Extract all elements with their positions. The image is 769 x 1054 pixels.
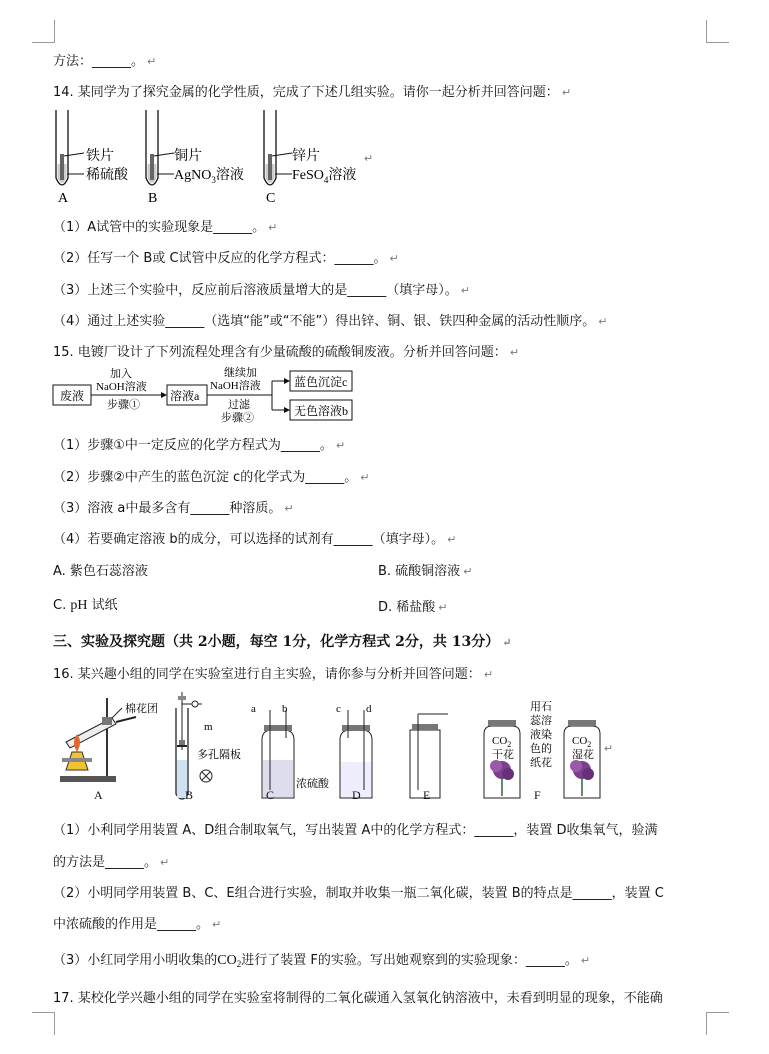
corner-mark-top-left (32, 20, 55, 43)
q16-item-3-post: 进行了装置 F的实验。写出她观察到的实验现象：______。 (241, 953, 578, 968)
q15-option-b-text: B. 硫酸铜溶液 (378, 564, 461, 579)
porous-plate-label: 多孔隔板 (197, 749, 241, 761)
paragraph-mark-icon: ↵ (483, 668, 494, 681)
conc-sulfuric-acid-label: 浓硫酸 (296, 778, 329, 790)
flow-blue-precipitate-label: 蓝色沉淀c (294, 375, 348, 389)
port-a-label: a (251, 703, 256, 715)
q16-stem-text: 16. 某兴趣小组的同学在实验室进行自主实验，请你参与分析并回答问题： (53, 667, 481, 682)
q15-item-4 (53, 528, 456, 547)
q14-stem (53, 81, 571, 100)
paragraph-mark-icon: ↵ (364, 153, 374, 165)
paragraph-mark-icon: ↵ (502, 636, 512, 649)
q15-item-4-text: （4）若要确定溶液 b的成分，可以选择的试剂有______（填字母）。 (53, 532, 445, 547)
flow-colorless-solution-label: 无色溶液b (294, 404, 349, 418)
q15-option-c-prefix: C. (53, 598, 71, 613)
flow-naoh1-label: NaOH溶液 (96, 381, 147, 393)
paragraph-mark-icon: ↵ (604, 743, 614, 755)
q15-item-3-text: （3）溶液 a中最多含有______种溶质。 (53, 501, 282, 516)
q15-stem (53, 341, 519, 360)
port-d-label: d (366, 703, 372, 715)
paragraph-mark-icon: ↵ (212, 918, 222, 931)
tube-a-solution-label: 稀硫酸 (86, 168, 128, 183)
paragraph-mark-icon: ↵ (561, 86, 572, 99)
answer-line-method (53, 50, 156, 69)
corner-mark-bottom-left (32, 1012, 55, 1035)
section-3-heading (53, 631, 511, 651)
tube-b-letter: B (148, 191, 158, 204)
q14-item-2-text: （2）任写一个 B或 C试管中反应的化学方程式：______。 (53, 251, 387, 266)
device-letter-b: B (185, 788, 194, 802)
q15-item-1 (53, 434, 345, 453)
q14-item-1-text: （1）A试管中的实验现象是______。 (53, 220, 266, 235)
litmus-note-line-5: 纸花 (530, 757, 552, 769)
cotton-label: 棉花团 (125, 703, 158, 715)
paragraph-mark-icon: ↵ (147, 55, 157, 68)
paragraph-mark-icon: ↵ (335, 439, 346, 452)
apparatus-c-icon (262, 710, 294, 798)
apparatus-b-icon (176, 692, 202, 799)
q15-item-2-text: （2）步骤②中产生的蓝色沉淀 c的化学式为______。 (53, 470, 358, 485)
paragraph-mark-icon: ↵ (438, 601, 448, 614)
tube-c-solution-label: FeSO$_4$溶液 (292, 168, 357, 185)
test-tube-c-icon (264, 110, 292, 185)
corner-mark-top-right (706, 20, 729, 43)
q15-option-c (53, 594, 118, 614)
q16-item-1-line-2-text: 的方法是______。 (53, 855, 158, 870)
tube-b-solution-label: AgNO$_3$溶液 (174, 168, 244, 185)
flow-step1-label: 步骤① (107, 399, 140, 411)
tube-c-metal-label: 锌片 (292, 149, 320, 164)
device-letter-d: D (352, 788, 361, 802)
wet-flower-label: 湿花 (572, 749, 594, 761)
flow-continue-add-label: 继续加 (224, 367, 257, 379)
tube-a-letter: A (58, 191, 69, 204)
q16-item-1-line-2 (53, 851, 169, 870)
device-letter-c: C (266, 788, 275, 802)
flow-filter-label: 过滤 (228, 399, 250, 411)
q16-item-2-line-1 (53, 882, 664, 901)
litmus-note-line-1: 用石 (530, 701, 552, 713)
q15-option-d (378, 596, 448, 615)
tube-a-metal-label: 铁片 (86, 149, 114, 164)
flow-add-label: 加入 (110, 368, 132, 380)
q15-option-d-text: D. 稀盐酸 (378, 600, 436, 615)
paragraph-mark-icon: ↵ (284, 502, 294, 515)
paragraph-mark-icon: ↵ (447, 533, 457, 546)
q15-item-1-text: （1）步骤①中一定反应的化学方程式为______。 (53, 438, 333, 453)
q15-option-a (53, 560, 148, 579)
q15-option-c-suffix: 试纸 (87, 598, 118, 613)
flow-step2-label: 步骤② (221, 412, 254, 424)
q15-flowchart (52, 366, 362, 424)
paragraph-mark-icon: ↵ (360, 471, 370, 484)
q14-item-3-text: （3）上述三个实验中，反应前后溶液质量增大的是______（填字母）。 (53, 283, 458, 298)
q17-stem-text: 17. 某校化学兴趣小组的同学在实验室将制得的二氧化碳通入氢氧化钠溶液中，未看到明显的现象，不能确 (53, 991, 663, 1006)
paragraph-mark-icon: ↵ (460, 284, 470, 297)
tube-c-letter: C (266, 191, 276, 204)
flow-solution-a-label: 溶液a (170, 389, 200, 403)
method-text: 方法：______。 (53, 54, 145, 69)
litmus-note-line-3: 液染 (530, 729, 552, 741)
paragraph-mark-icon: ↵ (389, 252, 399, 265)
co2-dry-label: $CO_2$ (492, 735, 512, 749)
device-letter-a: A (94, 788, 103, 802)
litmus-note-line-4: 色的 (530, 743, 552, 755)
port-b-label: b (282, 703, 288, 715)
q14-item-4 (53, 310, 607, 329)
q16-stem (53, 663, 493, 682)
paragraph-mark-icon: ↵ (160, 856, 170, 869)
port-c-label: c (336, 703, 341, 715)
corner-mark-bottom-right (706, 1012, 729, 1035)
m-label: m (204, 721, 213, 733)
device-letter-f: F (534, 788, 541, 802)
q14-item-1 (53, 216, 277, 235)
q14-test-tubes-figure (50, 108, 390, 204)
q15-stem-text: 15. 电镀厂设计了下列流程处理含有少量硫酸的硫酸铜废液。分析并回答问题： (53, 345, 507, 360)
paragraph-mark-icon: ↵ (598, 315, 608, 328)
q15-option-a-text: A. 紫色石蕊溶液 (53, 564, 148, 579)
paragraph-mark-icon: ↵ (509, 346, 520, 359)
flow-waste-label: 废液 (60, 389, 85, 403)
test-tube-b-icon (146, 110, 174, 185)
device-letter-e: E (423, 788, 431, 802)
section-3-heading-text: 三、实验及探究题（共 2小题，每空 1分，化学方程式 2分，共 13分） (53, 634, 500, 650)
paragraph-mark-icon: ↵ (463, 565, 473, 578)
tube-b-metal-label: 铜片 (174, 149, 202, 164)
q17-stem-line (53, 987, 663, 1006)
q16-item-1-line-1 (53, 819, 657, 838)
q16-item-3-co2: CO (217, 953, 237, 968)
q16-item-3 (53, 949, 590, 969)
q15-item-3 (53, 497, 294, 516)
test-tube-a-icon (56, 110, 84, 185)
q16-item-3-pre: （3）小红同学用小明收集的 (53, 953, 218, 968)
flow-naoh2-label: NaOH溶液 (210, 380, 261, 392)
q16-item-2-line-2-text: 中浓硫酸的作用是______。 (53, 917, 210, 932)
q16-apparatus-figure (52, 690, 632, 808)
q16-item-3-co2-sub: 2 (236, 959, 242, 969)
q15-item-2 (53, 466, 369, 485)
q16-item-2-line-1-text: （2）小明同学用装置 B、C、E组合进行实验，制取并收集一瓶二氧化碳，装置 B的特点是______，装置 C (53, 886, 664, 901)
apparatus-d-icon (340, 710, 372, 798)
apparatus-e-icon (410, 714, 448, 798)
co2-wet-label: $CO_2$ (572, 735, 592, 749)
q16-item-2-line-2 (53, 913, 221, 932)
q14-item-4-text: （4）通过上述实验______（选填“能”或“不能”）得出锌、铜、银、铁四种金属的活动性顺序。 (53, 314, 596, 329)
q14-item-3 (53, 279, 470, 298)
paragraph-mark-icon: ↵ (580, 954, 591, 967)
dry-flower-label: 干花 (492, 749, 514, 761)
litmus-note-line-2: 蕊溶 (530, 715, 552, 727)
q14-stem-text: 14. 某同学为了探究金属的化学性质，完成了下述几组实验。请你一起分析并回答问题： (53, 85, 559, 100)
q15-option-c-ph: pH (70, 598, 88, 613)
paragraph-mark-icon: ↵ (268, 221, 278, 234)
q16-item-1-line-1-text: （1）小利同学用装置 A、D组合制取氧气，写出装置 A中的化学方程式：______，装置 D收集氧气，验满 (53, 823, 658, 838)
q15-option-b (378, 560, 472, 579)
q14-item-2 (53, 247, 399, 266)
